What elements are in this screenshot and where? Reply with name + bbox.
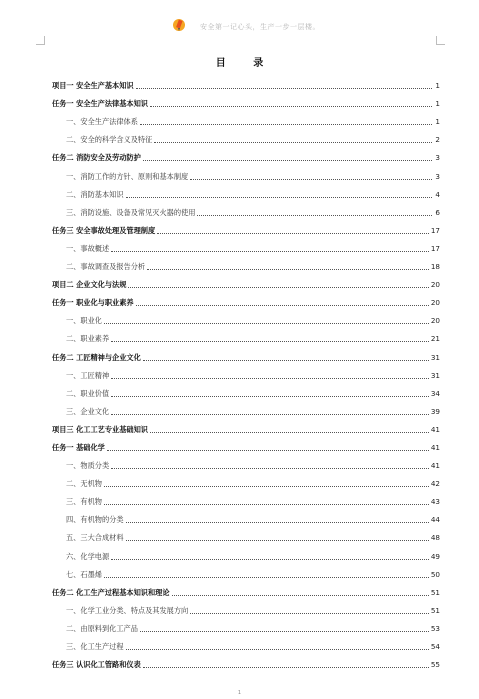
toc-entry[interactable]: [52, 453, 440, 471]
toc-entry[interactable]: [52, 543, 440, 561]
toc-entry-page: 6: [435, 207, 440, 217]
dot-leader: [154, 141, 432, 143]
toc-entry-page: 17: [430, 243, 440, 253]
toc-entry-title: 一、安全生产法律体系: [66, 117, 138, 127]
toc-entry-title: 二、职业价值: [66, 388, 110, 398]
dot-leader: [104, 503, 429, 505]
toc-entry-page: 1: [435, 99, 440, 109]
toc-entry[interactable]: [52, 236, 440, 254]
toc-entry[interactable]: [52, 91, 440, 109]
toc-entry-page: 55: [430, 660, 440, 670]
toc-entry[interactable]: [52, 562, 440, 580]
toc-entry[interactable]: [52, 344, 440, 362]
toc-entry-page: 21: [430, 334, 440, 344]
toc-entry-title: 任务一 职业化与职业素养: [52, 298, 134, 308]
dot-leader: [126, 196, 432, 198]
toc-entry-page: 4: [435, 189, 440, 199]
toc-entry-page: 20: [430, 280, 440, 290]
toc-entry-title: 二、无机物: [66, 479, 102, 489]
toc-entry-page: 39: [430, 406, 440, 416]
toc-entry-title: 项目一 安全生产基本知识: [52, 81, 134, 91]
toc-entry[interactable]: [52, 200, 440, 218]
toc-entry[interactable]: [52, 127, 440, 145]
toc-entry-title: 一、化学工业分类、特点及其发展方向: [66, 605, 189, 615]
toc-entry-page: 34: [430, 388, 440, 398]
toc-entry-title: 三、化工生产过程: [66, 642, 124, 651]
dot-leader: [157, 232, 429, 234]
dot-leader: [150, 431, 429, 433]
dot-leader: [143, 159, 432, 161]
toc-entry[interactable]: [52, 218, 440, 236]
toc-entry[interactable]: [52, 163, 440, 181]
toc-entry[interactable]: [52, 507, 440, 525]
toc-entry-page: 20: [430, 316, 440, 326]
toc-entry-title: 项目二 企业文化与法规: [52, 280, 127, 290]
dot-leader: [136, 87, 432, 89]
toc-entry-page: 44: [430, 515, 440, 525]
toc-entry-title: 六、化学电源: [66, 551, 110, 561]
toc-entry-title: 五、三大合成材料: [66, 533, 124, 543]
toc-entry[interactable]: [52, 399, 440, 417]
dot-leader: [150, 105, 432, 107]
toc-entry-page: 51: [430, 587, 440, 597]
dot-leader: [128, 286, 428, 288]
dot-leader: [111, 413, 429, 415]
dot-leader: [111, 250, 429, 252]
toc-entry[interactable]: [52, 471, 440, 489]
toc-entry-title: 三、企业文化: [66, 406, 110, 416]
toc-entry-page: 3: [435, 153, 440, 163]
toc-entry-page: 31: [430, 352, 440, 362]
dot-leader: [172, 594, 429, 596]
toc-entry-title: 任务二 工匠精神与企业文化: [52, 352, 141, 362]
toc-entry-page: 18: [430, 262, 440, 272]
toc-entry-title: 二、职业素养: [66, 334, 110, 344]
dot-leader: [140, 123, 432, 125]
toc-entry[interactable]: [52, 489, 440, 507]
toc-entry-title: 任务二 化工生产过程基本知识和理论: [52, 587, 170, 597]
dot-leader: [126, 539, 429, 541]
toc-entry-title: 四、有机物的分类: [66, 515, 124, 525]
toc-entry-title: 二、由原料到化工产品: [66, 623, 138, 633]
toc-entry-page: 1: [435, 117, 440, 127]
toc-entry-title: 任务一 安全生产法律基本知识: [52, 99, 148, 109]
toc-entry-page: 53: [430, 623, 440, 633]
dot-leader: [197, 214, 432, 216]
dot-leader: [140, 630, 429, 632]
toc-entry[interactable]: [52, 308, 440, 326]
toc-entry-title: 三、有机物: [66, 497, 102, 507]
toc-entry[interactable]: [52, 417, 440, 435]
toc-entry-page: 31: [430, 370, 440, 380]
toc-entry-title: 一、工匠精神: [66, 370, 110, 380]
toc-entry[interactable]: [52, 598, 440, 616]
dot-leader: [104, 576, 429, 578]
toc-entry[interactable]: [52, 109, 440, 127]
toc-entry-page: 48: [430, 533, 440, 543]
toc-entry-page: 42: [430, 479, 440, 489]
toc-entry-page: 20: [430, 298, 440, 308]
crop-mark-left: [36, 36, 45, 45]
toc-entry-title: 一、职业化: [66, 316, 102, 326]
toc-entry-page: 41: [430, 442, 440, 452]
toc-entry-title: 一、消防工作的方针、原则和基本制度: [66, 171, 189, 181]
dot-leader: [111, 340, 429, 342]
dot-leader: [190, 612, 429, 614]
toc-entry-title: 二、安全的科学含义及特征: [66, 135, 153, 145]
toc-entry[interactable]: [52, 326, 440, 344]
dot-leader: [111, 558, 429, 560]
dot-leader: [107, 449, 429, 451]
crop-mark-right: [436, 36, 445, 45]
toc-entry-page: 54: [430, 642, 440, 651]
toc-entry-title: 任务一 基础化学: [52, 442, 105, 452]
table-of-contents: [52, 73, 440, 670]
toc-entry-page: 2: [435, 135, 440, 145]
dot-leader: [104, 485, 429, 487]
toc-entry-page: 50: [430, 569, 440, 579]
toc-entry[interactable]: [52, 254, 440, 272]
dot-leader: [143, 359, 429, 361]
dot-leader: [111, 395, 429, 397]
toc-entry-page: 3: [435, 171, 440, 181]
toc-entry-title: 项目三 化工工艺专业基础知识: [52, 424, 148, 434]
toc-entry[interactable]: [52, 634, 440, 652]
toc-entry-title: 一、物质分类: [66, 461, 110, 471]
toc-entry[interactable]: [52, 290, 440, 308]
dot-leader: [111, 467, 429, 469]
toc-entry[interactable]: [52, 272, 440, 290]
toc-entry[interactable]: [52, 363, 440, 381]
toc-entry[interactable]: [52, 435, 440, 453]
toc-entry-title: 三、消防设施、设备及常见灭火器的使用: [66, 207, 196, 217]
toc-entry[interactable]: [52, 381, 440, 399]
toc-entry-page: 17: [430, 225, 440, 235]
toc-entry-title: 一、事故概述: [66, 243, 110, 253]
toc-entry-title: 二、消防基本知识: [66, 189, 124, 199]
dot-leader: [126, 521, 429, 523]
page-number: 1: [237, 690, 242, 696]
toc-entry[interactable]: [52, 652, 440, 670]
dot-leader: [126, 648, 429, 650]
dot-leader: [136, 304, 429, 306]
toc-entry-title: 任务三 认识化工管路和仪表: [52, 660, 141, 670]
toc-entry-page: 41: [430, 461, 440, 471]
dot-leader: [143, 666, 429, 668]
toc-entry-page: 41: [430, 424, 440, 434]
page-header: [0, 0, 479, 46]
toc-entry-title: 二、事故调查及报告分析: [66, 262, 146, 272]
toc-entry-title: 任务三 安全事故处理及管理制度: [52, 225, 156, 235]
toc-entry[interactable]: [52, 145, 440, 163]
dot-leader: [190, 178, 432, 180]
header-slogan: 安全第一记心头，生产一步一层楼。: [200, 23, 320, 31]
toc-title: 目 录: [215, 58, 276, 69]
toc-entry-page: 49: [430, 551, 440, 561]
toc-entry[interactable]: [52, 616, 440, 634]
toc-entry-title: 七、石墨烯: [66, 569, 102, 579]
toc-entry[interactable]: [52, 580, 440, 598]
toc-entry-page: 43: [430, 497, 440, 507]
dot-leader: [111, 377, 429, 379]
toc-entry-page: 1: [435, 81, 440, 91]
toc-entry[interactable]: [52, 525, 440, 543]
toc-entry-title: 任务二 消防安全及劳动防护: [52, 153, 141, 163]
toc-entry[interactable]: [52, 73, 440, 91]
dot-leader: [104, 322, 429, 324]
dot-leader: [147, 268, 429, 270]
pencil-logo-icon: [172, 18, 186, 32]
toc-entry-page: 51: [430, 605, 440, 615]
toc-entry[interactable]: [52, 182, 440, 200]
